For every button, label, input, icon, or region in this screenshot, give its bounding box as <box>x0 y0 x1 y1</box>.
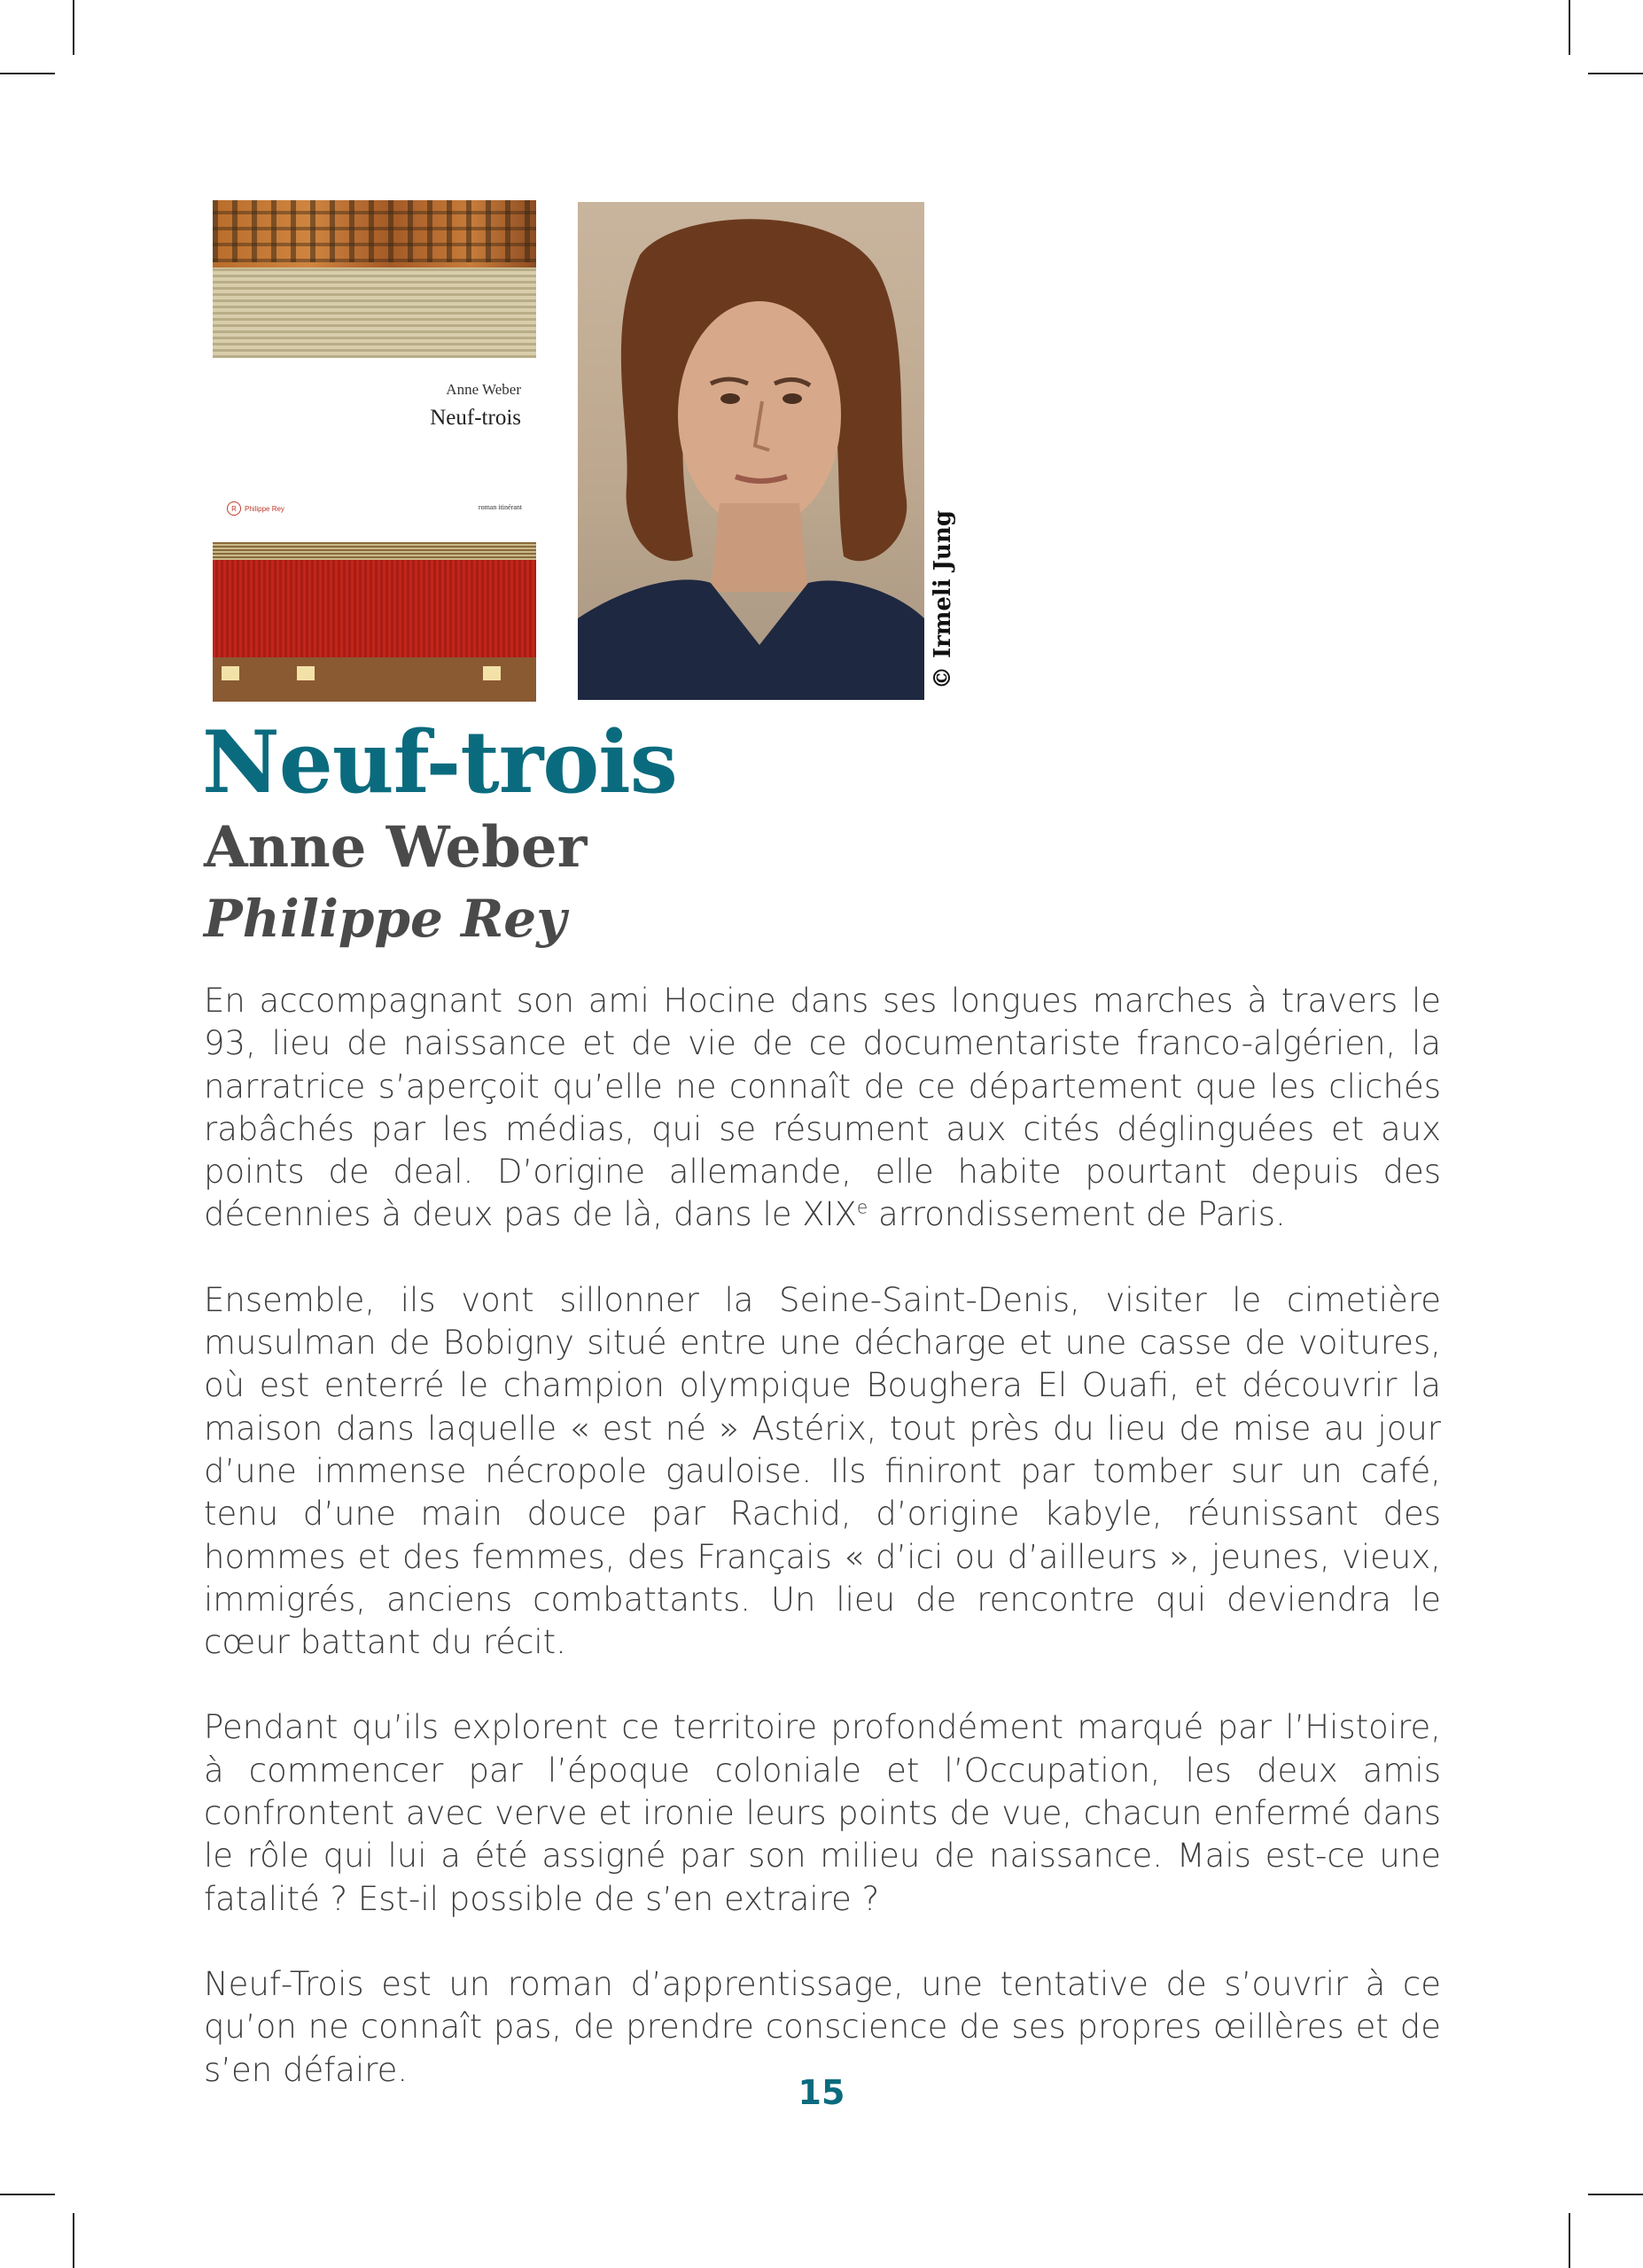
crop-mark-bottom-left-horizontal <box>0 2194 55 2195</box>
author-photo <box>578 202 924 700</box>
cover-trim <box>213 542 536 560</box>
page-number: 15 <box>798 2073 845 2112</box>
book-publisher: Philippe Rey <box>204 889 566 949</box>
cover-collection: roman itinérant <box>478 503 522 511</box>
portrait-eye-right <box>783 393 802 404</box>
cover-top-photo <box>213 200 536 358</box>
portrait-shirt <box>578 579 924 700</box>
crop-mark-top-left-horizontal <box>0 73 55 74</box>
cover-title: Neuf-trois <box>430 406 521 430</box>
crop-mark-bottom-right-horizontal <box>1588 2194 1643 2195</box>
cover-blinds <box>213 268 536 358</box>
photo-credit <box>925 498 961 702</box>
cover-red-facade <box>213 560 536 657</box>
publisher-logo-icon: R <box>227 501 241 516</box>
crop-mark-top-right-horizontal <box>1588 73 1643 74</box>
crop-mark-bottom-right-vertical <box>1569 2213 1570 2268</box>
book-title: Neuf-trois <box>202 712 677 812</box>
paragraph-1-text: En accompagnant son ami Hocine dans ses longues marches à travers le 93, lieu de naissance et de vie de ce documentariste franco-algérien, la narratrice s’aperçoit qu’elle ne connaît de ce département que les clichés rabâchés par les médias, qui se résument aux cités déglinguées et aux points de deal. D’origine allemande, elle habite pourtant depuis des décennies à deux pas de là, dans le XIX <box>204 982 1441 1234</box>
paragraph-3: Pendant qu’ils explorent ce territoire profondément marqué par l’Histoire, à commencer par l’époque coloniale et l’Occupation, les deux amis confrontent avec verve et ironie leurs points de vue, chacun enfermé dans le rôle qui lui a été assigné par son milieu de naissance. Mais est-ce une fatalité ? Est-il possible de s’en extraire ? <box>204 1708 1441 1918</box>
paragraph-1 <box>204 980 1441 1237</box>
cover-building-windows <box>213 200 536 262</box>
portrait-eye-left <box>720 393 740 404</box>
cover-author: Anne Weber <box>446 381 521 398</box>
photo-credit-text: © Irmeli Jung <box>930 509 956 690</box>
portrait-neck <box>711 503 808 592</box>
superscript-e: e <box>856 1197 868 1219</box>
cover-bottom-photo <box>213 542 536 702</box>
book-author: Anne Weber <box>204 814 588 881</box>
cover-publisher <box>227 501 284 516</box>
paragraph-4: Neuf-Trois est un roman d’apprentissage, une tentative de s’ouvrir à ce qu’on ne connaît pas, de prendre conscience de ses propres œillères et de s’en défaire. <box>204 1964 1441 2089</box>
paragraph-2: Ensemble, ils vont sillonner la Seine-Saint-Denis, visiter le cimetière musulman de Bobigny situé entre une décharge et une casse de voitures, où est enterré le champion olympique Boughera El Ouafi, et découvrir la maison dans laquelle « est né » Astérix, tout près du lieu de mise au jour d’une immense nécropole gauloise. Ils finiront par tomber sur un café, tenu d’une main douce par Rachid, d’origine kabyle, réunissant des hommes et des femmes, des Français « d’ici ou d’ailleurs », jeunes, vieux, immigrés, anciens combattants. Un lieu de rencontre qui deviendra le cœur battant du récit. <box>204 1280 1441 1662</box>
cover-lit-window <box>483 666 501 680</box>
cover-lit-window <box>297 666 315 680</box>
crop-mark-top-right-vertical <box>1569 0 1570 55</box>
cover-lit-window <box>222 666 239 680</box>
book-description <box>204 980 1441 2134</box>
cover-publisher-name: Philippe Rey <box>245 504 284 513</box>
book-cover <box>213 200 536 702</box>
crop-mark-top-left-vertical <box>73 0 74 55</box>
author-portrait-illustration <box>578 202 924 700</box>
crop-mark-bottom-left-vertical <box>73 2213 74 2268</box>
paragraph-1-text-end: arrondissement de Paris. <box>868 1195 1286 1234</box>
